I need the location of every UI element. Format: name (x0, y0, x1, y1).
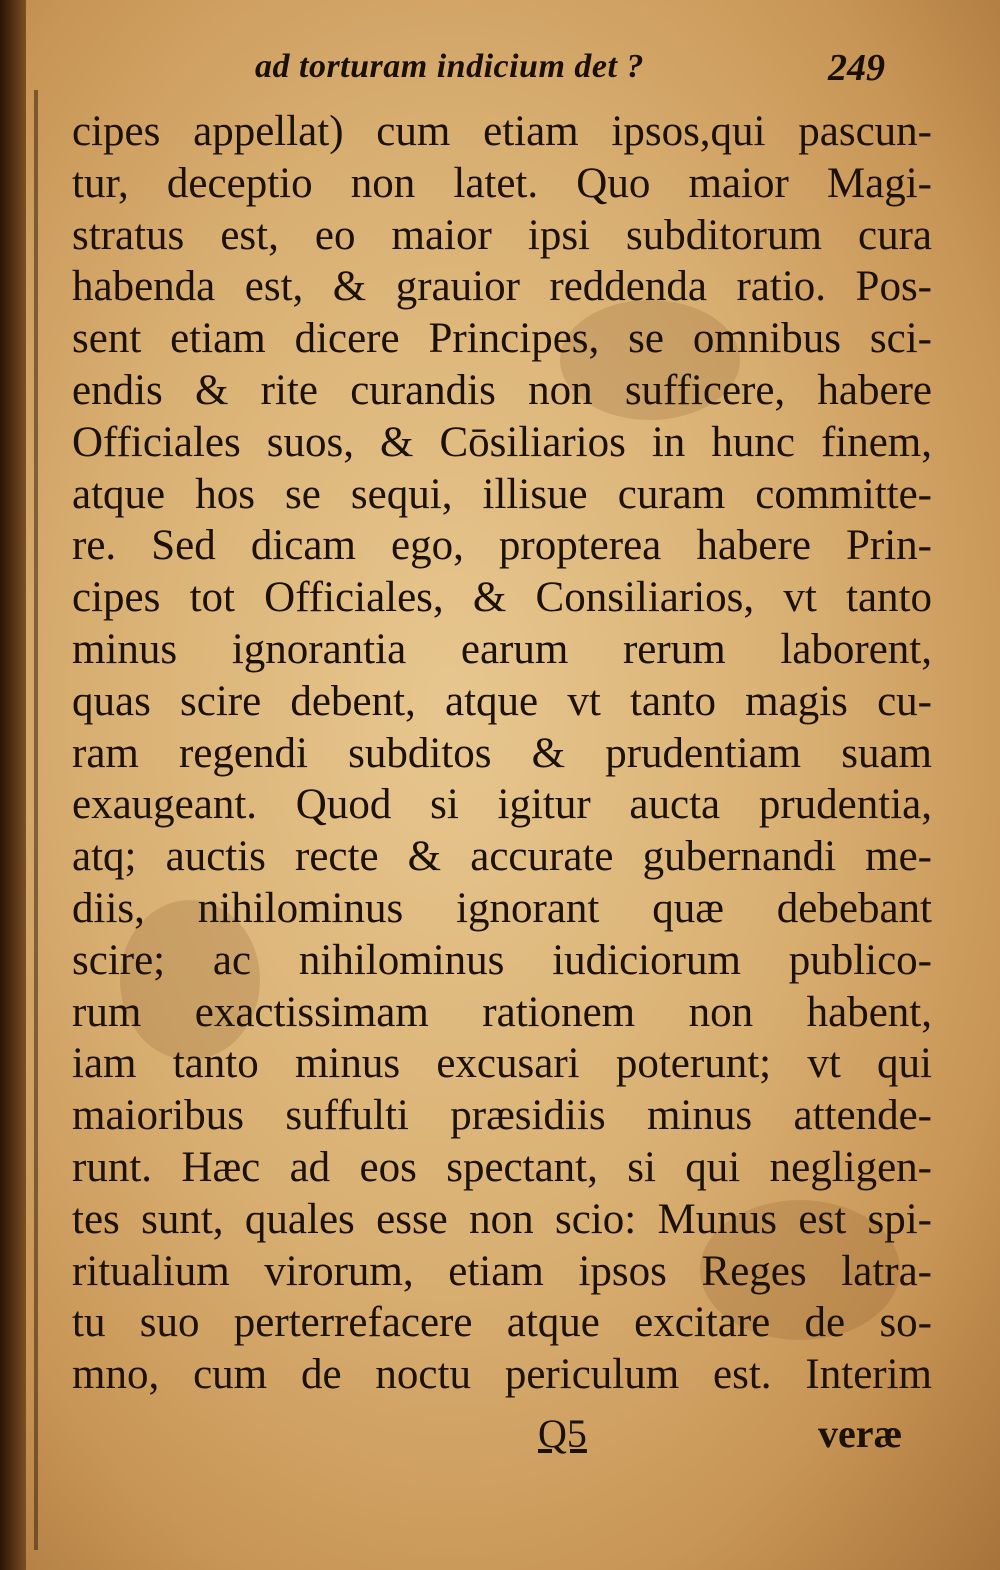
text-line: stratus est, eo maior ipsi subditorum cura (72, 211, 932, 259)
text-line: sent etiam dicere Principes, se omnibus sci- (72, 315, 932, 363)
text-line: tur, deceptio non latet. Quo maior Magi- (72, 159, 932, 207)
page-number: 249 (828, 47, 885, 89)
text-line: quas scire debent, atque vt tanto magis cu- (72, 677, 932, 725)
text-line: minus ignorantia earum rerum laborent, (72, 625, 932, 673)
text-line: Officiales suos, & Cōsiliarios in hunc finem, (72, 418, 932, 466)
text-line: ritualium virorum, etiam ipsos Reges latra- (72, 1247, 932, 1295)
text-line: mno, cum de noctu periculum est. Interim (72, 1351, 932, 1399)
text-line: exaugeant. Quod si igitur aucta prudentia, (72, 781, 932, 829)
body-text (72, 106, 932, 1401)
text-line: cipes appellat) cum etiam ipsos,qui pascun- (72, 108, 932, 155)
text-line: runt. Hæc ad eos spectant, si qui negligen- (72, 1143, 932, 1191)
text-line: maioribus suffulti præsidiis minus attende- (72, 1092, 932, 1140)
text-line: re. Sed dicam ego, propterea habere Prin- (72, 522, 932, 570)
text-line: cipes tot Officiales, & Consiliarios, vt tanto (72, 574, 932, 622)
text-line: atq; auctis recte & accurate gubernandi me- (72, 833, 932, 881)
page-gutter (0, 0, 26, 1570)
signature-mark: Q5 (538, 1411, 587, 1456)
text-line: atque hos se sequi, illisue curam committe- (72, 470, 932, 518)
text-line: diis, nihilominus ignorant quæ debebant (72, 884, 932, 932)
text-line: endis & rite curandis non sufficere, habere (72, 366, 932, 414)
running-head: ad torturam indicium det ? (255, 48, 644, 85)
text-line: habenda est, & grauior reddenda ratio. Pos- (72, 263, 932, 311)
text-line: iam tanto minus excusari poterunt; vt qui (72, 1040, 932, 1088)
text-line: scire; ac nihilominus iudiciorum publico- (72, 936, 932, 984)
catchword: veræ (818, 1411, 903, 1456)
text-line: rum exactissimam rationem non habent, (72, 988, 932, 1036)
text-line: tu suo perterrefacere atque excitare de so- (72, 1299, 932, 1347)
gutter-shadow (34, 90, 38, 1550)
text-line: ram regendi subditos & prudentiam suam (72, 729, 932, 777)
text-line: tes sunt, quales esse non scio: Munus est spi- (72, 1195, 932, 1243)
